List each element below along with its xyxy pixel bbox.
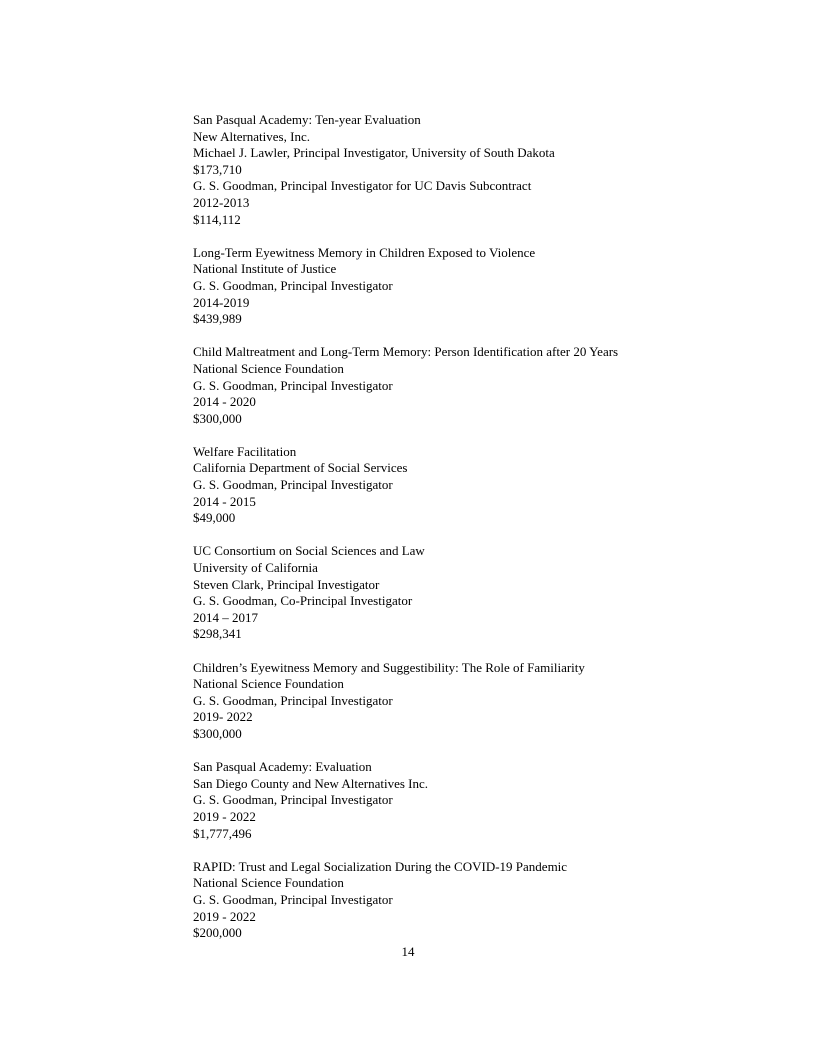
grant-title: Child Maltreatment and Long-Term Memory: Person Identification after 20 Years: [193, 344, 619, 360]
page-number: 14: [401, 944, 415, 959]
grant-entry: [193, 660, 776, 743]
grant-amount: $300,000: [193, 410, 242, 426]
grant-investigator: G. S. Goodman, Principal Investigator: [193, 277, 393, 293]
grant-years: 2012-2013: [193, 194, 250, 210]
grants-list: [193, 112, 776, 958]
grant-investigator: G. S. Goodman, Principal Investigator: [193, 477, 393, 493]
grant-entry: [193, 543, 776, 643]
grant-investigator: G. S. Goodman, Principal Investigator for UC Davis Subcontract: [193, 178, 532, 194]
grant-investigator: Steven Clark, Principal Investigator: [193, 576, 380, 592]
grant-entry: [193, 344, 776, 427]
grant-entry: [193, 245, 776, 328]
grant-entry: [193, 859, 776, 942]
grant-investigator: G. S. Goodman, Principal Investigator: [193, 891, 393, 907]
grant-investigator: G. S. Goodman, Principal Investigator: [193, 792, 393, 808]
grant-years: 2014 - 2020: [193, 394, 256, 410]
grant-years: 2014 – 2017: [193, 609, 258, 625]
grant-entry: [193, 759, 776, 842]
grant-entry: [193, 444, 776, 527]
grant-amount: $114,112: [193, 211, 241, 227]
grant-years: 2019 - 2022: [193, 908, 256, 924]
grant-investigator: Michael J. Lawler, Principal Investigator, University of South Dakota: [193, 145, 555, 161]
grant-investigator: G. S. Goodman, Co-Principal Investigator: [193, 593, 413, 609]
grant-funder: San Diego County and New Alternatives Inc.: [193, 775, 429, 791]
grant-amount: $439,989: [193, 311, 242, 327]
grant-funder: National Science Foundation: [193, 676, 344, 692]
grant-title: San Pasqual Academy: Evaluation: [193, 759, 372, 775]
grant-funder: California Department of Social Services: [193, 460, 408, 476]
grant-entry: [193, 112, 776, 228]
grant-title: RAPID: Trust and Legal Socialization During the COVID-19 Pandemic: [193, 858, 568, 874]
grant-title: Long-Term Eyewitness Memory in Children Exposed to Violence: [193, 244, 536, 260]
grant-funder: New Alternatives, Inc.: [193, 128, 310, 144]
grant-amount: $1,777,496: [193, 825, 252, 841]
grant-amount: $300,000: [193, 725, 242, 741]
grant-investigator: G. S. Goodman, Principal Investigator: [193, 377, 393, 393]
grant-amount: $200,000: [193, 925, 242, 941]
grant-years: 2019- 2022: [193, 709, 253, 725]
grant-title: Welfare Facilitation: [193, 443, 297, 459]
grant-years: 2014 - 2015: [193, 493, 256, 509]
grant-title: Children’s Eyewitness Memory and Suggestibility: The Role of Familiarity: [193, 659, 585, 675]
grant-funder: National Science Foundation: [193, 360, 344, 376]
grant-funder: National Institute of Justice: [193, 261, 337, 277]
grant-years: 2019 - 2022: [193, 808, 256, 824]
grant-title: San Pasqual Academy: Ten-year Evaluation: [193, 112, 421, 127]
grant-years: 2014-2019: [193, 294, 250, 310]
grant-amount: $298,341: [193, 626, 242, 642]
grant-title: UC Consortium on Social Sciences and Law: [193, 543, 425, 559]
grant-funder: National Science Foundation: [193, 875, 344, 891]
grant-funder: University of California: [193, 560, 318, 576]
grant-amount: $173,710: [193, 161, 242, 177]
grant-investigator: G. S. Goodman, Principal Investigator: [193, 692, 393, 708]
grant-amount: $49,000: [193, 510, 236, 526]
